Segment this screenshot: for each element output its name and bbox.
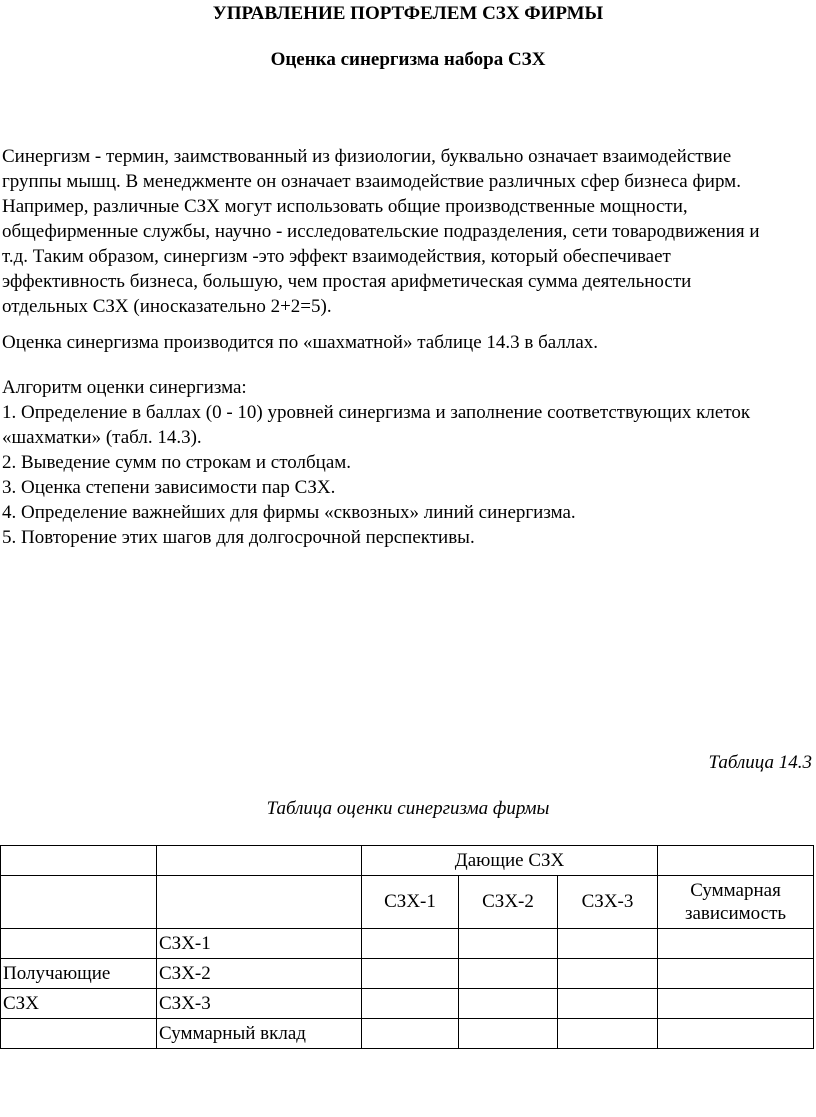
column-header-szh-2: СЗХ-2 — [459, 876, 558, 929]
empty-cell — [157, 876, 362, 929]
value-cell — [459, 959, 558, 989]
row-label-szh-2: СЗХ-2 — [157, 959, 362, 989]
definition-paragraph — [2, 144, 816, 319]
empty-cell — [1, 876, 157, 929]
algorithm-step-3: 3. Оценка степени зависимости пар СЗХ. — [2, 477, 336, 498]
value-cell — [658, 959, 814, 989]
value-cell — [658, 989, 814, 1019]
column-header-szh-3: СЗХ-3 — [558, 876, 658, 929]
empty-cell — [1, 929, 157, 959]
value-cell — [459, 929, 558, 959]
value-cell — [658, 929, 814, 959]
value-cell — [362, 929, 459, 959]
empty-cell — [1, 846, 157, 876]
synergy-table — [0, 845, 814, 1049]
algorithm-heading: Алгоритм оценки синергизма: — [2, 377, 247, 398]
value-cell — [362, 989, 459, 1019]
paragraph-line: Синергизм - термин, заимствованный из физиологии, буквально означает взаимодействие — [2, 146, 732, 167]
paragraph-line: эффективность бизнеса, большую, чем простая арифметическая сумма деятельности — [2, 271, 692, 292]
receiving-label-szh: СЗХ — [1, 989, 157, 1019]
document-title: УПРАВЛЕНИЕ ПОРТФЕЛЕМ СЗХ ФИРМЫ — [212, 3, 604, 24]
total-dependency-line-2: зависимость — [684, 903, 787, 924]
algorithm-step-2: 2. Выведение сумм по строкам и столбцам. — [2, 452, 352, 473]
column-header-total-dependency — [658, 876, 814, 929]
table-row — [1, 989, 814, 1019]
table-number: Таблица 14.3 — [708, 752, 812, 773]
table-row — [1, 959, 814, 989]
empty-cell — [658, 846, 814, 876]
value-cell — [459, 1019, 558, 1049]
value-cell — [459, 989, 558, 1019]
value-cell — [558, 929, 658, 959]
table-row — [1, 1019, 814, 1049]
paragraph-line: Например, различные СЗХ могут использовать общие производственные мощности, — [2, 196, 688, 217]
algorithm-list — [2, 375, 816, 550]
paragraph-line: Оценка синергизма производится по «шахматной» таблице 14.3 в баллах. — [2, 332, 599, 353]
row-label-szh-1: СЗХ-1 — [157, 929, 362, 959]
giving-szh-header: Дающие СЗХ — [362, 846, 658, 876]
row-label-total-contribution: Суммарный вклад — [157, 1019, 362, 1049]
table-header-row — [1, 846, 814, 876]
paragraph-line: общефирменные службы, научно - исследовательские подразделения, сети товародвижения и — [2, 221, 760, 242]
section-subtitle: Оценка синергизма набора СЗХ — [270, 49, 546, 70]
paragraph-line: отдельных СЗХ (иносказательно 2+2=5). — [2, 296, 332, 317]
receiving-label: Получающие — [1, 959, 157, 989]
algorithm-step-4: 4. Определение важнейших для фирмы «сквозных» линий синергизма. — [2, 502, 576, 523]
table-column-header-row — [1, 876, 814, 929]
column-header-szh-1: СЗХ-1 — [362, 876, 459, 929]
algorithm-step-1: 1. Определение в баллах (0 - 10) уровней синергизма и заполнение соответствующих клеток — [2, 402, 751, 423]
total-dependency-line-1: Суммарная — [690, 880, 781, 901]
paragraph-line: т.д. Таким образом, синергизм -это эффект взаимодействия, который обеспечивает — [2, 246, 671, 267]
value-cell — [558, 1019, 658, 1049]
value-cell — [658, 1019, 814, 1049]
row-label-szh-3: СЗХ-3 — [157, 989, 362, 1019]
algorithm-step-5: 5. Повторение этих шагов для долгосрочной перспективы. — [2, 527, 475, 548]
empty-cell — [157, 846, 362, 876]
value-cell — [558, 989, 658, 1019]
value-cell — [362, 959, 459, 989]
empty-cell — [1, 1019, 157, 1049]
evaluation-paragraph — [2, 330, 816, 355]
value-cell — [558, 959, 658, 989]
algorithm-step-1-continued: «шахматки» (табл. 14.3). — [2, 427, 202, 448]
value-cell — [362, 1019, 459, 1049]
table-row — [1, 929, 814, 959]
paragraph-line: группы мышц. В менеджменте он означает взаимодействие различных сфер бизнеса фирм. — [2, 171, 741, 192]
table-caption: Таблица оценки синергизма фирмы — [266, 798, 550, 819]
